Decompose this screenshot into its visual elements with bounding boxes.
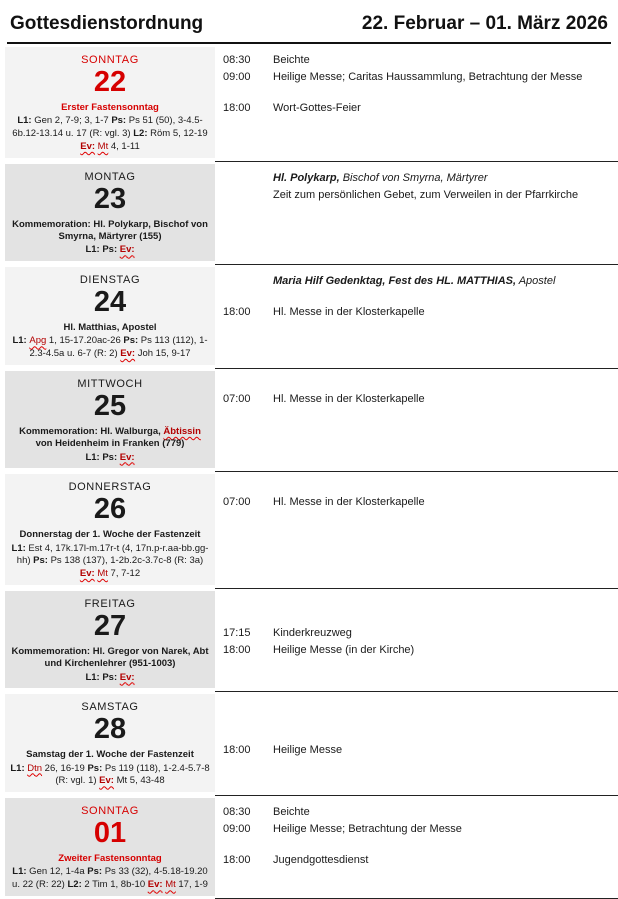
text-segment: Ev:: [99, 775, 114, 787]
day-row: [0, 368, 618, 471]
day-number: 26: [93, 493, 127, 526]
day-subtitle: [10, 853, 210, 865]
text-segment: Samstag der 1. Woche der Fastenzeit: [26, 749, 194, 761]
event-text: Heilige Messe (in der Kirche): [273, 643, 415, 656]
feast-note: [223, 273, 612, 290]
spacer: [223, 290, 612, 304]
event-text: [273, 170, 612, 187]
text-segment: Joh 15, 9-17: [135, 348, 191, 360]
text-segment: L1: Ps:: [85, 671, 120, 683]
text-segment: Ps 119 (118), 1-2.4-5.7-8 (R: vgl. 1): [55, 762, 210, 787]
day-row: [0, 161, 618, 264]
day-subtitle: [10, 426, 210, 451]
text-segment: Ps:: [123, 335, 139, 347]
text-segment: Gen 2, 7-9; 3, 1-7: [31, 115, 112, 127]
day-name: MITTWOCH: [77, 377, 143, 390]
day-row: [0, 264, 618, 368]
text-segment: Hl. Polykarp,: [273, 171, 340, 184]
text-segment: Erster Fastensonntag: [61, 101, 159, 113]
event-row: [223, 100, 612, 117]
text-segment: Kommemoration: Hl. Walburga,: [19, 425, 164, 437]
events-column: [215, 691, 618, 795]
day-number: 22: [93, 66, 127, 98]
day-readings: [10, 452, 210, 465]
day-row: [0, 44, 618, 161]
text-segment: L1:: [12, 866, 27, 878]
day-row: [0, 691, 618, 795]
page-title: Gottesdienstordnung: [10, 13, 204, 34]
day-cell: [5, 694, 215, 792]
event-time: 18:00: [223, 744, 251, 757]
text-segment: Ps 33 (32), 4-5.18-19.20 u. 22 (R: 22): [12, 866, 208, 891]
text-segment: 7, 7-12: [107, 568, 141, 580]
day-readings: [10, 335, 210, 361]
day-number: 27: [93, 609, 127, 642]
events-column: [215, 44, 618, 161]
text-segment: von Heidenheim in Franken (779): [35, 438, 185, 450]
text-segment: 2 Tim 1, 8b-10: [81, 879, 148, 891]
event-row: [223, 852, 612, 869]
text-segment: Ps 113 (112), 1-2.3-4.5a u. 6-7 (R: 2): [29, 335, 208, 360]
text-segment: Kommemoration: Hl. Polykarp, Bischof von Smyrna, Märtyrer (155): [12, 218, 208, 242]
date-range: 22. Februar – 01. März 2026: [361, 13, 608, 34]
text-segment: Kommemoration: Hl. Gregor von Narek, Abt und Kirchenlehrer (951-1003): [11, 645, 209, 670]
text-segment: Bischof von Smyrna, Märtyrer: [339, 171, 488, 184]
event-time: [223, 187, 273, 204]
text-segment: L2:: [67, 879, 82, 891]
event-text: Kinderkreuzweg: [273, 626, 352, 639]
spacer: [223, 728, 612, 742]
text-segment: Ps:: [111, 115, 127, 127]
day-row: [0, 588, 618, 691]
text-segment: Mt: [97, 140, 109, 152]
day-cell: [5, 164, 215, 261]
day-name: SONNTAG: [81, 54, 139, 66]
text-segment: Ev:: [80, 140, 96, 152]
event-row: [223, 742, 612, 759]
text-segment: Hl. Matthias, Apostel: [63, 321, 157, 333]
text-segment: Ps 138 (137), 1-2b.2c-3.7c-8 (R: 3a): [47, 555, 204, 567]
text-segment: 26, 16-19: [42, 762, 88, 774]
text-segment: Ps:: [33, 555, 48, 567]
event-text: Jugendgottesdienst: [273, 854, 369, 867]
text-segment: Ps:: [87, 866, 103, 878]
feast-note: [223, 170, 612, 187]
text-segment: Zweiter Fastensonntag: [58, 853, 162, 865]
event-text: [273, 187, 612, 204]
event-text: Heilige Messe; Betrachtung der Messe: [273, 823, 462, 836]
text-segment: L1:: [17, 115, 32, 127]
text-segment: Ev:: [119, 244, 135, 256]
text-segment: Ev:: [120, 348, 136, 360]
events-column: [215, 588, 618, 691]
day-number: 01: [93, 817, 127, 850]
event-time: 18:00: [223, 643, 251, 656]
day-readings: [10, 543, 210, 581]
text-segment: Äbtissin: [163, 425, 201, 437]
day-subtitle: [10, 646, 210, 671]
text-segment: Zeit zum persönlichen Gebet, zum Verweilen in der Pfarrkirche: [273, 188, 579, 201]
text-segment: Donnerstag der 1. Woche der Fastenzeit: [19, 529, 201, 541]
text-segment: 17, 1-9: [175, 879, 208, 891]
event-time: 17:15: [223, 626, 251, 639]
day-row: [0, 795, 618, 899]
page-header: [0, 0, 618, 42]
events-column: [215, 161, 618, 264]
event-text: Heilige Messe: [273, 744, 343, 757]
day-subtitle: [10, 749, 210, 761]
text-segment: Mt: [165, 879, 176, 891]
schedule-table: [0, 44, 618, 899]
day-name: FREITAG: [84, 597, 136, 610]
day-readings: [10, 866, 210, 892]
text-segment: Röm 5, 12-19: [147, 128, 208, 140]
event-text: Beichte: [273, 806, 310, 819]
text-segment: Ps:: [87, 762, 103, 774]
text-segment: Dtn: [27, 762, 43, 774]
events-column: [215, 471, 618, 588]
spacer: [223, 86, 612, 100]
event-row: [223, 494, 612, 511]
day-subtitle: [10, 529, 210, 541]
text-segment: 4, 1-11: [108, 140, 140, 152]
spacer: [223, 714, 612, 728]
event-text: [273, 273, 612, 290]
event-time: 08:30: [223, 806, 251, 819]
day-number: 23: [93, 182, 127, 215]
event-time: 09:00: [223, 823, 251, 836]
event-time: 09:00: [223, 71, 251, 83]
event-row: [223, 642, 612, 659]
spacer: [223, 700, 612, 714]
day-readings: [10, 763, 210, 789]
event-row: [223, 52, 612, 69]
event-text: Beichte: [273, 54, 310, 66]
spacer: [223, 597, 612, 611]
event-time: 08:30: [223, 54, 251, 66]
text-segment: Ev:: [119, 451, 135, 463]
text-segment: Mt: [97, 568, 108, 580]
event-text: Hl. Messe in der Klosterkapelle: [273, 306, 425, 319]
day-row: [0, 471, 618, 588]
day-cell: [5, 47, 215, 158]
feast-note: [223, 187, 612, 204]
text-segment: L1: Ps:: [85, 244, 120, 256]
text-segment: Ps 51 (50), 3-4.5-6b.12-13.14 u. 17 (R: vgl. 3): [12, 115, 203, 140]
text-segment: L1:: [12, 335, 30, 347]
event-text: Hl. Messe in der Klosterkapelle: [273, 496, 425, 509]
day-readings: [10, 244, 210, 257]
text-segment: Apg: [29, 335, 47, 347]
event-time: 18:00: [223, 102, 251, 114]
day-subtitle: [10, 322, 210, 334]
event-time: [223, 273, 273, 290]
text-segment: Apostel: [516, 275, 556, 288]
text-segment: L2:: [133, 128, 148, 140]
text-segment: Gen 12, 1-4a: [26, 866, 88, 878]
day-cell: [5, 798, 215, 896]
day-number: 25: [93, 389, 127, 422]
day-number: 28: [93, 713, 127, 746]
event-time: 07:00: [223, 392, 251, 405]
day-subtitle: [10, 219, 210, 244]
day-readings: [10, 672, 210, 685]
day-cell: [5, 591, 215, 688]
text-segment: Ev:: [119, 671, 135, 683]
text-segment: Maria Hilf Gedenktag, Fest des HL. MATTHIAS,: [273, 275, 517, 288]
day-cell: [5, 474, 215, 585]
day-name: DONNERSTAG: [68, 481, 152, 494]
event-row: [223, 69, 612, 86]
event-time: 18:00: [223, 854, 251, 867]
day-cell: [5, 267, 215, 365]
text-segment: Est 4, 17k.17l-m.17r-t (4, 17n.p-r.aa-bb.gg-hh): [16, 542, 209, 567]
event-row: [223, 804, 612, 821]
events-column: [215, 795, 618, 899]
text-segment: Mt 5, 43-48: [113, 775, 165, 787]
event-text: Hl. Messe in der Klosterkapelle: [273, 392, 425, 405]
event-row: [223, 625, 612, 642]
text-segment: L1:: [11, 542, 26, 554]
day-name: SONNTAG: [81, 805, 139, 818]
event-text: Wort-Gottes-Feier: [273, 102, 361, 114]
spacer: [223, 611, 612, 625]
day-name: SAMSTAG: [81, 701, 139, 714]
event-time: 18:00: [223, 306, 251, 319]
day-cell: [5, 371, 215, 468]
spacer: [223, 838, 612, 852]
event-time: [223, 170, 273, 187]
event-row: [223, 391, 612, 408]
event-row: [223, 821, 612, 838]
text-segment: L1:: [10, 762, 28, 774]
event-row: [223, 304, 612, 321]
spacer: [223, 480, 612, 494]
text-segment: 1, 15-17.20ac-26: [46, 335, 124, 347]
events-column: [215, 368, 618, 471]
event-text: Heilige Messe; Caritas Haussammlung, Betrachtung der Messe: [273, 71, 583, 83]
day-subtitle: [10, 102, 210, 114]
day-number: 24: [93, 286, 127, 319]
day-name: DIENSTAG: [79, 274, 141, 287]
day-readings: [10, 115, 210, 153]
event-time: 07:00: [223, 496, 251, 509]
text-segment: L1: Ps:: [85, 451, 120, 463]
day-name: MONTAG: [84, 170, 136, 183]
text-segment: Ev:: [147, 879, 163, 891]
text-segment: Ev:: [79, 568, 95, 580]
spacer: [223, 377, 612, 391]
events-column: [215, 264, 618, 368]
